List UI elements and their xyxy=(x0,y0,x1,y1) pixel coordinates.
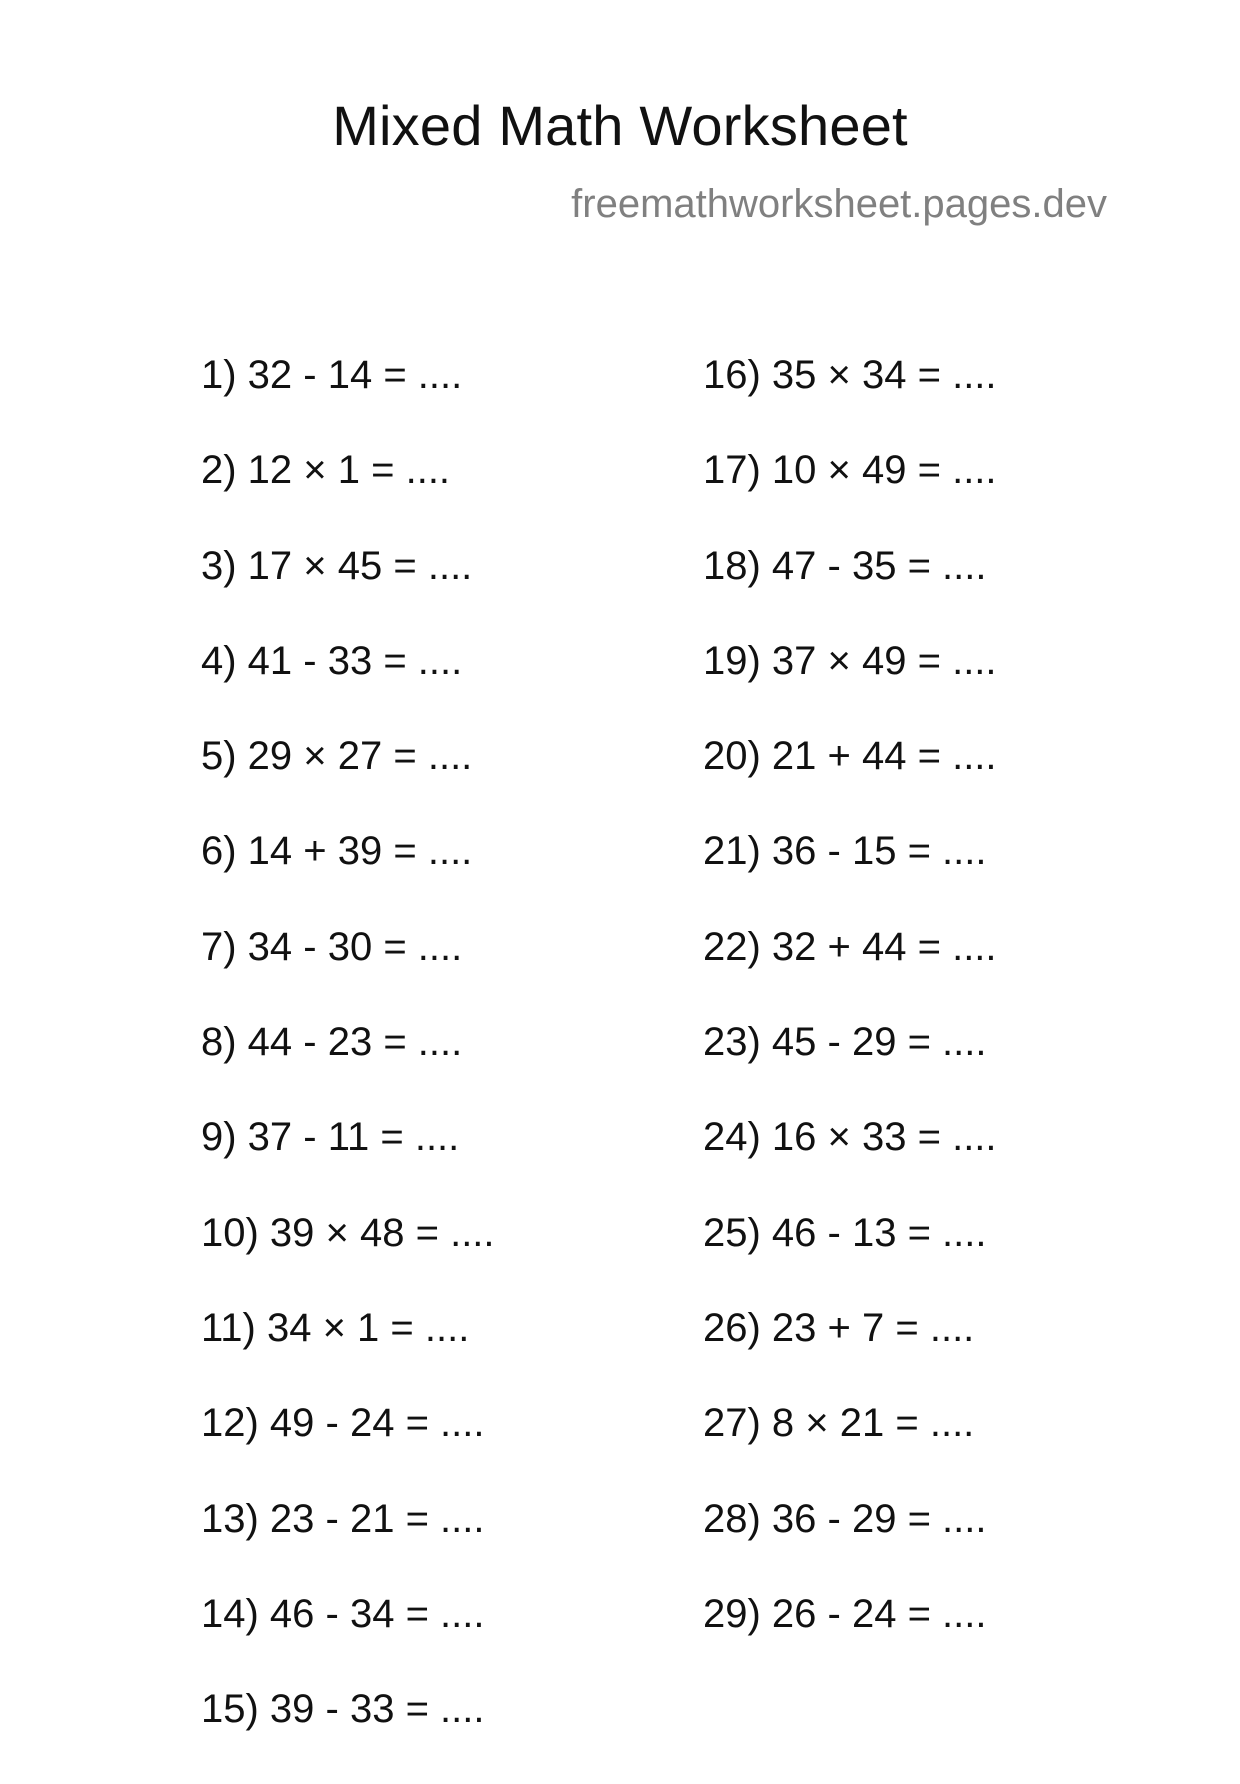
problems-left-column xyxy=(201,355,495,1784)
problem-item: 3) 17 × 45 = .... xyxy=(201,543,473,588)
problems-right-column xyxy=(703,355,997,1689)
problem-item: 8) 44 - 23 = .... xyxy=(201,1020,463,1065)
problem-item: 15) 39 - 33 = .... xyxy=(201,1687,485,1732)
source-url: freemathworksheet.pages.dev xyxy=(571,182,1107,226)
problem-item: 20) 21 + 44 = .... xyxy=(703,734,997,779)
problem-item: 13) 23 - 21 = .... xyxy=(201,1496,485,1541)
problem-item: 6) 14 + 39 = .... xyxy=(201,829,473,874)
problem-item: 11) 34 × 1 = .... xyxy=(201,1305,470,1350)
problem-item: 28) 36 - 29 = .... xyxy=(703,1496,987,1541)
problem-item: 21) 36 - 15 = .... xyxy=(703,829,987,874)
problem-item: 10) 39 × 48 = .... xyxy=(201,1210,495,1255)
problem-item: 23) 45 - 29 = .... xyxy=(703,1020,987,1065)
problem-item: 9) 37 - 11 = .... xyxy=(201,1115,460,1160)
problem-item: 2) 12 × 1 = .... xyxy=(201,448,451,493)
problem-item: 5) 29 × 27 = .... xyxy=(201,734,473,779)
problem-item: 25) 46 - 13 = .... xyxy=(703,1210,987,1255)
problem-item: 19) 37 × 49 = .... xyxy=(703,638,997,683)
problem-item: 27) 8 × 21 = .... xyxy=(703,1401,975,1446)
problem-item: 16) 35 × 34 = .... xyxy=(703,353,997,397)
problem-item: 24) 16 × 33 = .... xyxy=(703,1115,997,1160)
worksheet-title: Mixed Math Worksheet xyxy=(332,94,908,157)
problem-item: 7) 34 - 30 = .... xyxy=(201,924,463,969)
problem-item: 29) 26 - 24 = .... xyxy=(703,1591,987,1636)
problem-item: 22) 32 + 44 = .... xyxy=(703,924,997,969)
problem-item: 26) 23 + 7 = .... xyxy=(703,1305,975,1350)
problem-item: 14) 46 - 34 = .... xyxy=(201,1591,485,1636)
problem-item: 1) 32 - 14 = .... xyxy=(201,353,463,397)
problem-item: 17) 10 × 49 = .... xyxy=(703,448,997,493)
problem-item: 12) 49 - 24 = .... xyxy=(201,1401,485,1446)
problem-item: 4) 41 - 33 = .... xyxy=(201,638,463,683)
problem-item: 18) 47 - 35 = .... xyxy=(703,543,987,588)
